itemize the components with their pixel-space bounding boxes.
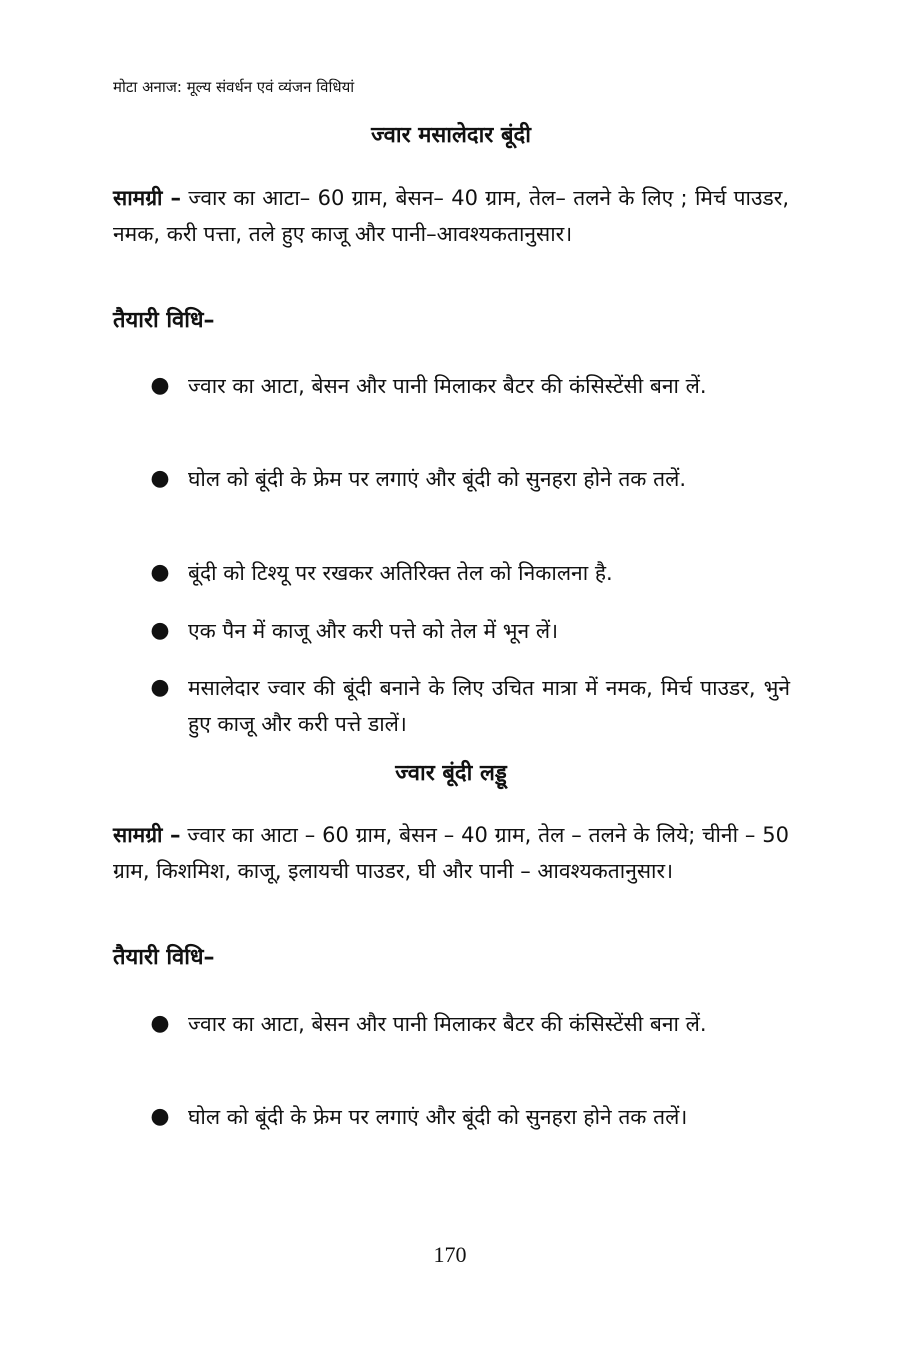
step-text: एक पैन में काजू और करी पत्ते को तेल में भून लें। — [188, 619, 559, 643]
bullet-icon: ● — [150, 1011, 170, 1036]
step-text: ज्वार का आटा, बेसन और पानी मिलाकर बैटर की कंसिस्टेंसी बना लें. — [188, 1012, 707, 1036]
list-item — [150, 555, 790, 591]
recipe-title: ज्वार बूंदी लड्डू — [395, 761, 507, 786]
list-item — [150, 1099, 790, 1135]
bullet-icon: ● — [150, 618, 170, 643]
method-heading: तैयारी विधि– — [113, 308, 215, 333]
bullet-icon: ● — [150, 466, 170, 491]
step-text: ज्वार का आटा, बेसन और पानी मिलाकर बैटर की कंसिस्टेंसी बना लें. — [188, 374, 707, 398]
list-item — [150, 670, 790, 742]
bullet-icon: ● — [150, 560, 170, 585]
list-item — [150, 613, 790, 649]
list-item — [150, 461, 790, 497]
list-item — [150, 368, 790, 404]
bullet-icon: ● — [150, 675, 170, 700]
recipe-title: ज्वार मसालेदार बूंदी — [371, 123, 531, 148]
step-text: बूंदी को टिश्यू पर रखकर अतिरिक्त तेल को निकालना है. — [188, 561, 613, 585]
list-item — [150, 1006, 790, 1042]
step-text: घोल को बूंदी के फ्रेम पर लगाएं और बूंदी को सुनहरा होने तक तलें। — [188, 1105, 688, 1129]
running-header: मोटा अनाज: मूल्य संवर्धन एवं व्यंजन विधियां — [113, 78, 355, 96]
ingredients-label: सामग्री – — [113, 186, 181, 210]
page-number: 170 — [433, 1242, 467, 1267]
step-text: मसालेदार ज्वार की बूंदी बनाने के लिए उचित मात्रा में नमक, मिर्च पाउडर, भुने हुए काजू और करी पत्ते डालें। — [188, 676, 790, 736]
step-text: घोल को बूंदी के फ्रेम पर लगाएं और बूंदी को सुनहरा होने तक तलें. — [188, 467, 686, 491]
ingredients-paragraph — [113, 817, 789, 889]
ingredients-text: ज्वार का आटा– 60 ग्राम, बेसन– 40 ग्राम, तेल– तलने के लिए ; मिर्च पाउडर, नमक, करी पत्ता, तले हुए काजू और पानी–आवश्यकतानुसार। — [113, 186, 790, 246]
ingredients-text: ज्वार का आटा – 60 ग्राम, बेसन – 40 ग्राम, तेल – तलने के लिये; चीनी – 50 ग्राम, किशमिश, काजू, इलायची पाउडर, घी और पानी – आवश्यकतानुसार। — [113, 823, 789, 883]
method-heading: तैयारी विधि– — [113, 945, 215, 970]
ingredients-paragraph — [113, 180, 789, 252]
ingredients-label: सामग्री – — [113, 823, 181, 847]
bullet-icon: ● — [150, 1104, 170, 1129]
bullet-icon: ● — [150, 373, 170, 398]
